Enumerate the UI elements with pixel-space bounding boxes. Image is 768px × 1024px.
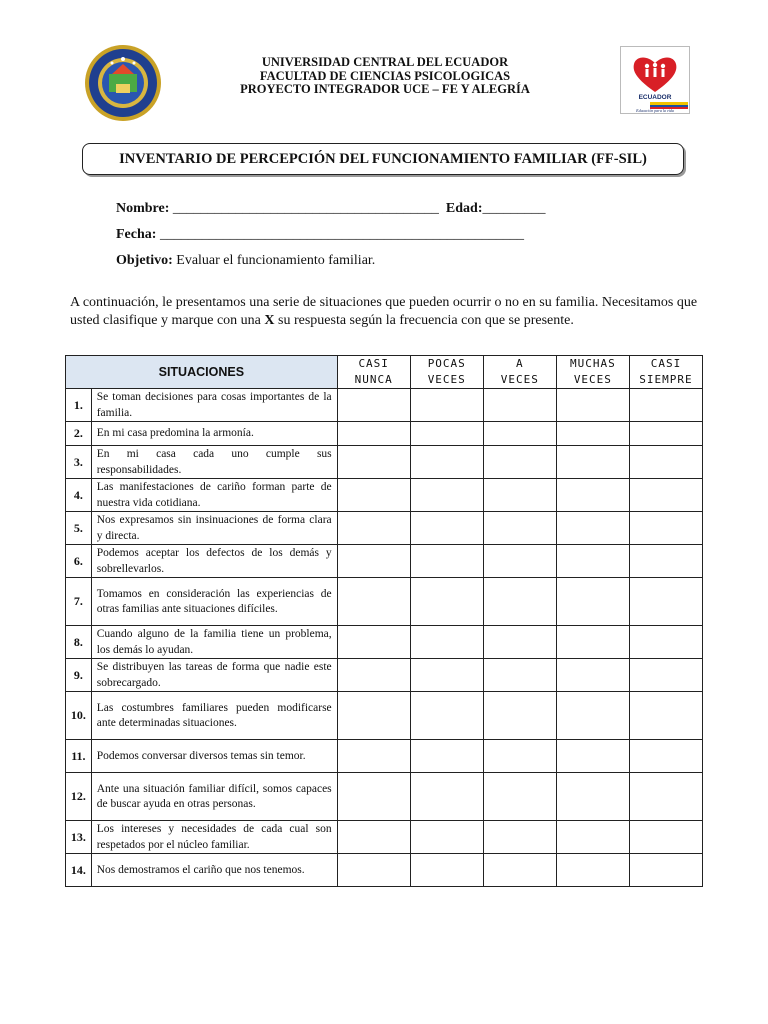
- header-muchas-veces: MUCHAS VECES: [556, 356, 629, 389]
- answer-cell-casi-siempre[interactable]: [629, 854, 702, 887]
- answer-cell-a-veces[interactable]: [483, 773, 556, 821]
- date-line: [116, 227, 524, 243]
- table-row: [66, 740, 703, 773]
- table-row: [66, 854, 703, 887]
- answer-cell-casi-nunca[interactable]: [337, 389, 410, 422]
- row-number: 1.: [66, 389, 92, 422]
- answer-cell-pocas-veces[interactable]: [410, 446, 483, 479]
- answer-cell-pocas-veces[interactable]: [410, 389, 483, 422]
- svg-text:ECUADOR: ECUADOR: [638, 94, 672, 101]
- answer-cell-casi-siempre[interactable]: [629, 773, 702, 821]
- answer-cell-muchas-veces[interactable]: [556, 545, 629, 578]
- answer-cell-muchas-veces[interactable]: [556, 389, 629, 422]
- answer-cell-pocas-veces[interactable]: [410, 479, 483, 512]
- answer-cell-casi-siempre[interactable]: [629, 821, 702, 854]
- name-age-line: [116, 201, 545, 217]
- objective-line: [116, 253, 375, 269]
- row-number: 5.: [66, 512, 92, 545]
- row-number: 14.: [66, 854, 92, 887]
- row-situation-text: Tomamos en consideración las experiencias de otras familias ante situaciones difíciles.: [91, 578, 337, 626]
- answer-cell-a-veces[interactable]: [483, 821, 556, 854]
- row-situation-text: Se distribuyen las tareas de forma que nadie este sobrecargado.: [91, 659, 337, 692]
- age-blank[interactable]: _________: [482, 201, 546, 216]
- ff-sil-table: [65, 355, 703, 887]
- table-row: [66, 422, 703, 446]
- answer-cell-pocas-veces[interactable]: [410, 740, 483, 773]
- table-header-row: [66, 356, 703, 389]
- answer-cell-muchas-veces[interactable]: [556, 854, 629, 887]
- header-casi-nunca: CASI NUNCA: [337, 356, 410, 389]
- row-situation-text: Podemos aceptar los defectos de los demás y sobrellevarlos.: [91, 545, 337, 578]
- instructions-part-1: A continuación, le presentamos una serie de situaciones que pueden ocurrir o no en su familia. Necesitamos que usted clasifique y marque con una: [70, 295, 698, 328]
- header-line-3: PROYECTO INTEGRADOR UCE – FE Y ALEGRÍA: [240, 82, 530, 96]
- answer-cell-casi-nunca[interactable]: [337, 479, 410, 512]
- answer-cell-casi-nunca[interactable]: [337, 422, 410, 446]
- answer-cell-casi-siempre[interactable]: [629, 626, 702, 659]
- row-situation-text: Ante una situación familiar difícil, somos capaces de buscar ayuda en otras personas.: [91, 773, 337, 821]
- answer-cell-casi-nunca[interactable]: [337, 854, 410, 887]
- answer-cell-pocas-veces[interactable]: [410, 692, 483, 740]
- table-row: [66, 545, 703, 578]
- row-situation-text: Los intereses y necesidades de cada cual son respetados por el núcleo familiar.: [91, 821, 337, 854]
- row-number: 12.: [66, 773, 92, 821]
- answer-cell-pocas-veces[interactable]: [410, 659, 483, 692]
- answer-cell-a-veces[interactable]: [483, 626, 556, 659]
- table-row: [66, 389, 703, 422]
- answer-cell-pocas-veces[interactable]: [410, 422, 483, 446]
- answer-cell-pocas-veces[interactable]: [410, 545, 483, 578]
- answer-cell-casi-siempre[interactable]: [629, 659, 702, 692]
- answer-cell-a-veces[interactable]: [483, 740, 556, 773]
- answer-cell-muchas-veces[interactable]: [556, 773, 629, 821]
- answer-cell-casi-siempre[interactable]: [629, 446, 702, 479]
- answer-cell-casi-nunca[interactable]: [337, 692, 410, 740]
- row-situation-text: Nos demostramos el cariño que nos tenemos.: [91, 854, 337, 887]
- objective-label: Objetivo:: [116, 253, 173, 268]
- answer-cell-casi-siempre[interactable]: [629, 740, 702, 773]
- fe-y-alegria-logo: [620, 46, 690, 114]
- table-row: [66, 692, 703, 740]
- table-row: [66, 512, 703, 545]
- header-line-1: UNIVERSIDAD CENTRAL DEL ECUADOR: [261, 55, 509, 69]
- header-a-veces: A VECES: [483, 356, 556, 389]
- table-row: [66, 446, 703, 479]
- header-casi-siempre: CASI SIEMPRE: [629, 356, 702, 389]
- answer-cell-casi-siempre[interactable]: [629, 545, 702, 578]
- date-blank[interactable]: ____________________________________________________: [159, 227, 524, 242]
- answer-cell-muchas-veces[interactable]: [556, 692, 629, 740]
- table-row: [66, 479, 703, 512]
- header-situaciones: SITUACIONES: [66, 356, 338, 389]
- answer-cell-muchas-veces[interactable]: [556, 626, 629, 659]
- answer-cell-pocas-veces[interactable]: [410, 854, 483, 887]
- answer-cell-a-veces[interactable]: [483, 578, 556, 626]
- university-seal-logo: [84, 44, 162, 122]
- age-label: Edad:: [445, 201, 483, 216]
- answer-cell-casi-nunca[interactable]: [337, 740, 410, 773]
- answer-cell-a-veces[interactable]: [483, 479, 556, 512]
- answer-cell-muchas-veces[interactable]: [556, 659, 629, 692]
- answer-cell-casi-nunca[interactable]: [337, 446, 410, 479]
- answer-cell-pocas-veces[interactable]: [410, 773, 483, 821]
- header-pocas-veces: POCAS VECES: [410, 356, 483, 389]
- answer-cell-muchas-veces[interactable]: [556, 479, 629, 512]
- answer-cell-casi-siempre[interactable]: [629, 578, 702, 626]
- answer-cell-pocas-veces[interactable]: [410, 626, 483, 659]
- answer-cell-casi-siempre[interactable]: [629, 479, 702, 512]
- instructions-paragraph: [70, 294, 710, 330]
- answer-cell-casi-nunca[interactable]: [337, 512, 410, 545]
- answer-cell-muchas-veces[interactable]: [556, 740, 629, 773]
- answer-cell-a-veces[interactable]: [483, 692, 556, 740]
- row-number: 2.: [66, 422, 92, 446]
- table-row: [66, 659, 703, 692]
- answer-cell-casi-siempre[interactable]: [629, 692, 702, 740]
- svg-text:Educación para la vida: Educación para la vida: [636, 108, 674, 113]
- answer-cell-pocas-veces[interactable]: [410, 578, 483, 626]
- answer-cell-muchas-veces[interactable]: [556, 578, 629, 626]
- answer-cell-a-veces[interactable]: [483, 422, 556, 446]
- answer-cell-pocas-veces[interactable]: [410, 821, 483, 854]
- row-number: 8.: [66, 626, 92, 659]
- row-number: 10.: [66, 692, 92, 740]
- row-situation-text: Las costumbres familiares pueden modificarse ante determinadas situaciones.: [91, 692, 337, 740]
- row-situation-text: Cuando alguno de la familia tiene un problema, los demás lo ayudan.: [91, 626, 337, 659]
- answer-cell-casi-siempre[interactable]: [629, 512, 702, 545]
- answer-cell-casi-siempre[interactable]: [629, 389, 702, 422]
- answer-cell-a-veces[interactable]: [483, 446, 556, 479]
- answer-cell-casi-nunca[interactable]: [337, 821, 410, 854]
- answer-cell-muchas-veces[interactable]: [556, 422, 629, 446]
- instructions-part-2: su respuesta según la frecuencia con que se presente.: [274, 313, 574, 328]
- table-row: [66, 773, 703, 821]
- header-line-2: FACULTAD DE CIENCIAS PSICOLOGICAS: [259, 68, 511, 83]
- row-number: 6.: [66, 545, 92, 578]
- row-situation-text: Nos expresamos sin insinuaciones de forma clara y directa.: [91, 512, 337, 545]
- answer-cell-casi-nunca[interactable]: [337, 545, 410, 578]
- table-row: [66, 626, 703, 659]
- row-situation-text: Las manifestaciones de cariño forman parte de nuestra vida cotidiana.: [91, 479, 337, 512]
- name-blank[interactable]: ______________________________________: [172, 201, 439, 216]
- answer-cell-muchas-veces[interactable]: [556, 821, 629, 854]
- answer-cell-casi-nunca[interactable]: [337, 659, 410, 692]
- row-number: 4.: [66, 479, 92, 512]
- answer-cell-casi-siempre[interactable]: [629, 422, 702, 446]
- name-label: Nombre:: [116, 201, 170, 216]
- document-title-text: INVENTARIO DE PERCEPCIÓN DEL FUNCIONAMIENTO FAMILIAR (FF-SIL): [119, 150, 647, 167]
- row-number: 11.: [66, 740, 92, 773]
- answer-cell-casi-nunca[interactable]: [337, 773, 410, 821]
- row-situation-text: En mi casa cada uno cumple sus responsabilidades.: [91, 446, 337, 479]
- date-label: Fecha:: [116, 227, 157, 242]
- answer-cell-pocas-veces[interactable]: [410, 512, 483, 545]
- answer-cell-a-veces[interactable]: [483, 854, 556, 887]
- answer-cell-casi-nunca[interactable]: [337, 626, 410, 659]
- answer-cell-a-veces[interactable]: [483, 545, 556, 578]
- document-title: [82, 143, 684, 175]
- row-number: 13.: [66, 821, 92, 854]
- answer-cell-muchas-veces[interactable]: [556, 446, 629, 479]
- row-situation-text: Podemos conversar diversos temas sin temor.: [91, 740, 337, 773]
- row-situation-text: Se toman decisiones para cosas importantes de la familia.: [91, 389, 337, 422]
- row-number: 7.: [66, 578, 92, 626]
- institution-header: [190, 56, 580, 97]
- answer-cell-a-veces[interactable]: [483, 389, 556, 422]
- answer-cell-a-veces[interactable]: [483, 512, 556, 545]
- row-number: 3.: [66, 446, 92, 479]
- table-row: [66, 578, 703, 626]
- objective-text: Evaluar el funcionamiento familiar.: [176, 253, 376, 268]
- answer-cell-casi-nunca[interactable]: [337, 578, 410, 626]
- table-row: [66, 821, 703, 854]
- answer-cell-muchas-veces[interactable]: [556, 512, 629, 545]
- row-situation-text: En mi casa predomina la armonía.: [91, 422, 337, 446]
- instructions-mark: X: [264, 313, 275, 328]
- answer-cell-a-veces[interactable]: [483, 659, 556, 692]
- row-number: 9.: [66, 659, 92, 692]
